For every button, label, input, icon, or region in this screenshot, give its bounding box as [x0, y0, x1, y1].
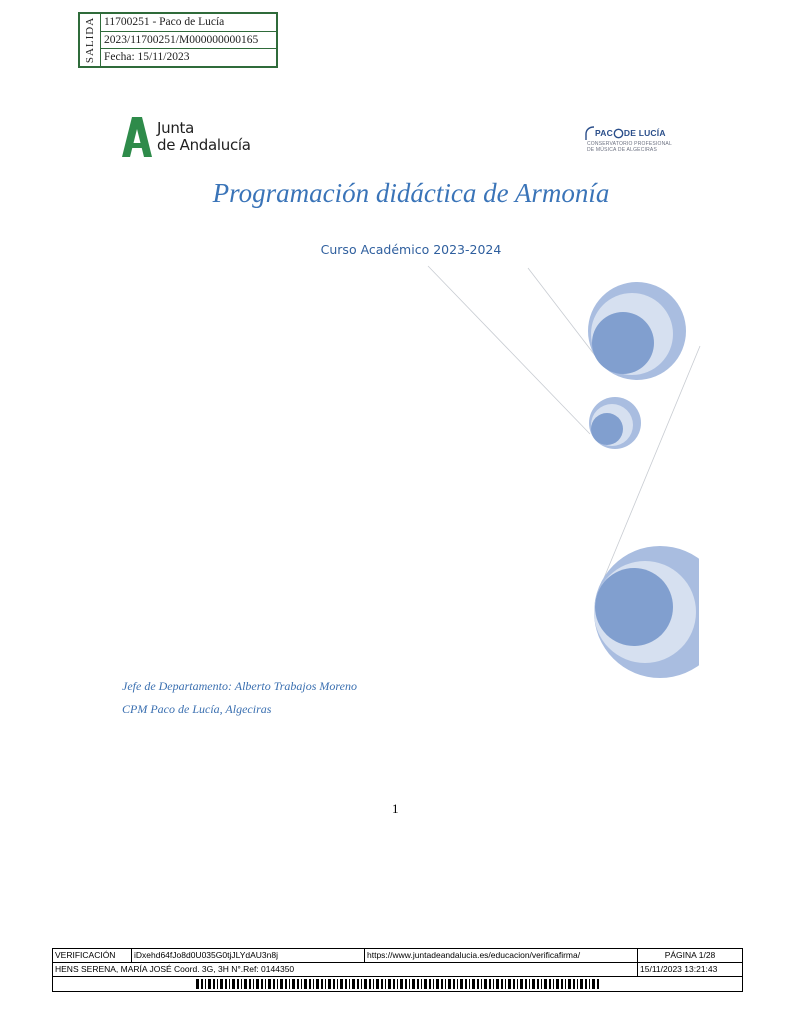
signer-info	[53, 963, 638, 976]
barcode-row	[53, 977, 742, 991]
verification-label: VERIFICACIÓN	[53, 949, 132, 962]
signer-name: HENS SERENA, MARÍA JOSÉ	[55, 964, 172, 974]
junta-logo-text: Junta de Andalucía	[157, 119, 251, 154]
verification-footer	[52, 948, 743, 992]
stamp-side-label: SALIDA	[80, 14, 101, 66]
verification-code: iDxehd64fJo8d0U035G0tjJLYdAU3n8j	[132, 949, 365, 962]
verification-row	[53, 949, 742, 963]
page-number: 1	[392, 801, 399, 816]
academic-year: Curso Académico 2023-2024	[320, 242, 502, 257]
barcode-graphic	[196, 979, 600, 989]
stamp-date-row: Fecha: 15/11/2023	[104, 51, 190, 64]
department-head: Jefe de Departamento: Alberto Trabajos Moreno	[122, 679, 357, 693]
bottom-circle-group	[594, 546, 726, 678]
stamp-number-row: 2023/11700251/M000000000165	[101, 32, 276, 50]
signature-datetime: 15/11/2023 13:21:43	[640, 964, 718, 974]
large-circle-group	[588, 282, 686, 380]
school-name: CPM Paco de Lucía, Algeciras	[122, 702, 272, 716]
signer-coords: Coord. 3G, 3H N°.Ref: 0144350	[174, 964, 295, 974]
conservatory-logo: PAC DE LUCÍA CONSERVATORIO PROFESIONAL DE MÚSICA DE ALGECIRAS	[587, 128, 672, 153]
small-circle-group	[589, 397, 641, 449]
signer-row	[53, 963, 742, 977]
deco-line	[428, 266, 590, 434]
verification-url[interactable]: https://www.juntadeandalucia.es/educacion/verificafirma/	[365, 949, 638, 962]
document-title: Programación didáctica de Armonía	[212, 178, 610, 208]
page-count: PÁGINA 1/28	[664, 950, 716, 960]
deco-line	[528, 268, 597, 358]
deco-line	[604, 346, 700, 578]
barcode	[53, 977, 742, 991]
stamp-registry-row: 11700251 - Paco de Lucía	[101, 14, 276, 32]
